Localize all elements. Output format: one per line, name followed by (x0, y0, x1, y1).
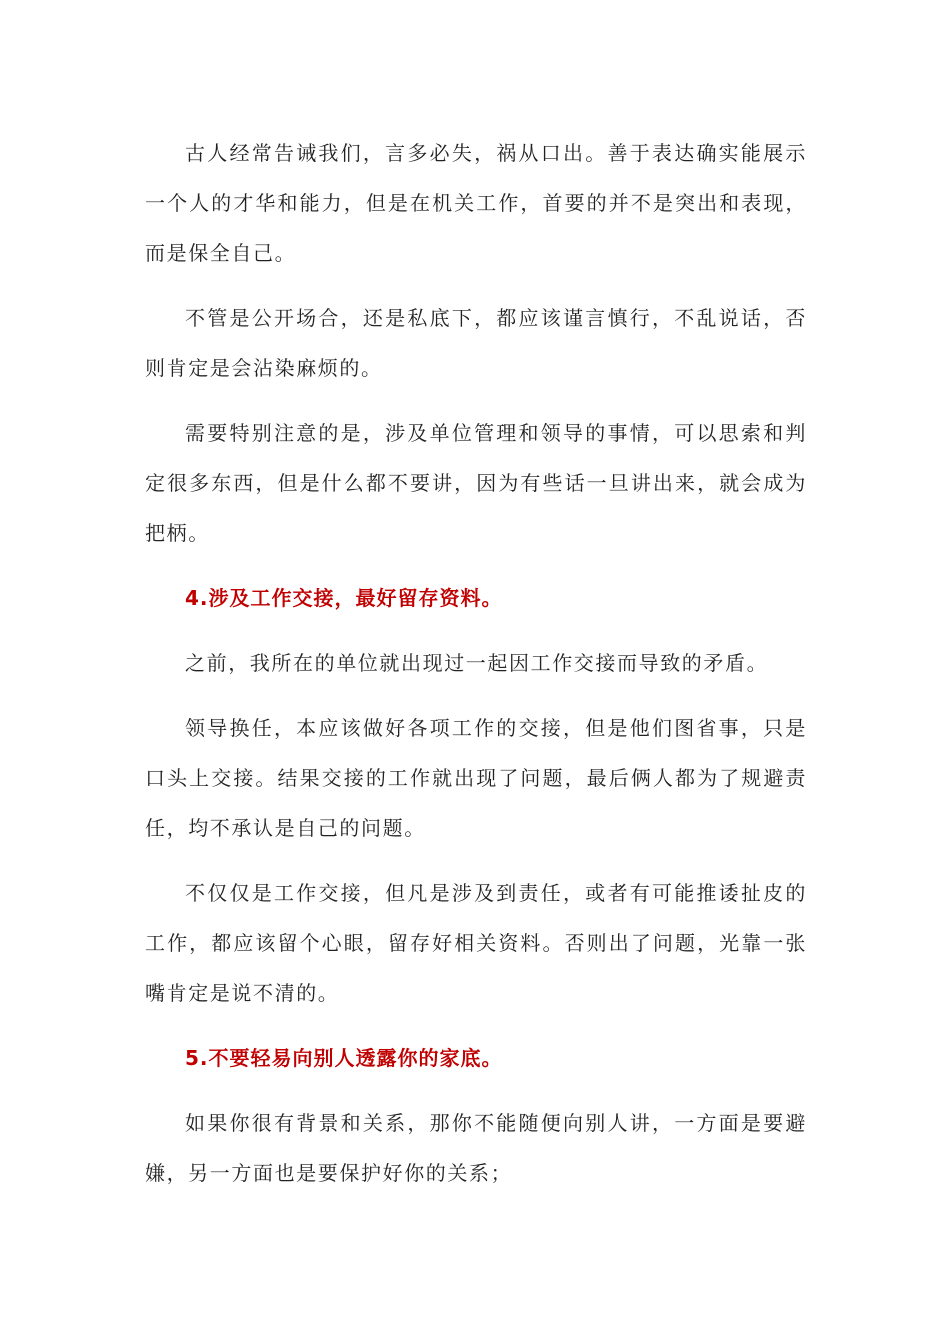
paragraph-leadership-matters: 需要特别注意的是，涉及单位管理和领导的事情，可以思索和判定很多东西，但是什么都不要讲，因为有些话一旦讲出来，就会成为把柄。 (145, 421, 807, 545)
paragraph-careful-words: 不管是公开场合，还是私底下，都应该谨言慎行，不乱说话，否则肯定是会沾染麻烦的。 (145, 306, 807, 380)
section-heading-5: 5.不要轻易向别人透露你的家底。 (185, 1046, 503, 1070)
paragraph-background-privacy: 如果你很有背景和关系，那你不能随便向别人讲，一方面是要避嫌，另一方面也是要保护好你的关系； (145, 1111, 807, 1185)
paragraph-keep-records: 不仅仅是工作交接，但凡是涉及到责任，或者有可能推诿扯皮的工作，都应该留个心眼，留存好相关资料。否则出了问题，光靠一张嘴肯定是说不清的。 (145, 881, 807, 1005)
document-body (145, 128, 807, 1213)
section-heading-4: 4.涉及工作交接，最好留存资料。 (185, 586, 503, 610)
paragraph-leader-change: 领导换任，本应该做好各项工作的交接，但是他们图省事，只是口头上交接。结果交接的工作就出现了问题，最后俩人都为了规避责任，均不承认是自己的问题。 (145, 716, 807, 840)
paragraph-caution-speech: 古人经常告诫我们，言多必失，祸从口出。善于表达确实能展示一个人的才华和能力，但是在机关工作，首要的并不是突出和表现，而是保全自己。 (145, 141, 807, 265)
paragraph-handover-conflict: 之前，我所在的单位就出现过一起因工作交接而导致的矛盾。 (185, 651, 769, 675)
